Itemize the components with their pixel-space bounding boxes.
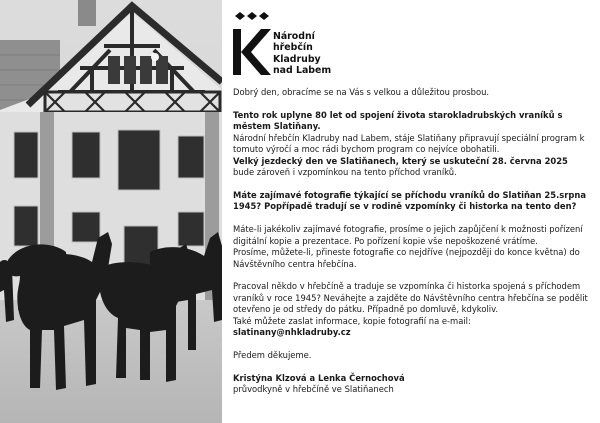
photo-question: Máte zajímavé fotografie týkající se příchodu vraníků do Slatiňan 25.srpna 1945? Popřípadě tradují se v rodině vzpomínky či historka na tento den?: [233, 189, 586, 212]
signature: [233, 373, 591, 396]
stable-horses-photo: [0, 0, 222, 423]
logo-line-2: hřebčín: [273, 42, 313, 54]
photo-request-paragraph: [233, 224, 591, 270]
program-text: Národní hřebčín Kladruby nad Labem, stáje Slatiňany připravují speciální program k tomuto výročí a moc rádi bychom program co nejvíce obohatili.: [233, 132, 585, 155]
letter-body: [233, 87, 591, 396]
anniversary-paragraph: [233, 110, 591, 179]
memory-paragraph: [233, 281, 591, 338]
logo-line-1: Národní: [273, 31, 315, 42]
photo-deadline-text: Prosíme, můžete-li, přineste fotografie co nejdříve (nejpozději do konce května) do Návštěvního centra hřebčína.: [233, 247, 580, 269]
greeting: Dobrý den, obracíme se na Vás s velkou a důležitou prosbou.: [233, 87, 490, 97]
logo-line-4: nad Labem: [273, 64, 332, 76]
signature-names: Kristýna Klzová a Lenka Černochová: [233, 372, 405, 383]
photo-request-text: Máte-li jakékoliv zajímavé fotografie, prosíme o jejich zapůjčení k možnosti pořízení digitální kopie a prezentace. Po pořízení kopie vše nepoškozené vrátíme.: [233, 224, 583, 246]
thanks-text: Předem děkujeme.: [233, 350, 312, 361]
logo-k-mark: [231, 12, 275, 76]
logo-text: [273, 31, 383, 76]
memory-text: Pracoval někdo v hřebčíně a traduje se vzpomínka či historka spojená s příchodem vraníků v roce 1945? Neváhejte a zajděte do Návštěvního centra hřebčína se podělit otevřeno je od středy do pátku. Případně po domluvě, kdykoliv.: [233, 281, 588, 315]
event-date-text: Velký jezdecký den ve Slatiňanech, který se uskuteční 28. června 2025: [233, 155, 568, 166]
email-address[interactable]: slatinany@nhkladruby.cz: [233, 327, 351, 338]
anniversary-headline: Tento rok uplyne 80 let od spojení života starokladrubských vraníků s městem Slatiňany.: [233, 109, 563, 132]
signature-role: průvodkyně v hřebčíně ve Slatiňanech: [233, 384, 394, 395]
logo-line-3: Kladruby: [273, 53, 321, 65]
email-prompt: Také můžete zaslat informace, kopie fotografií na e-mail:: [233, 315, 471, 326]
event-memory-text: bude zároveň i vzpomínkou na tento příchod vraníků.: [233, 167, 457, 178]
